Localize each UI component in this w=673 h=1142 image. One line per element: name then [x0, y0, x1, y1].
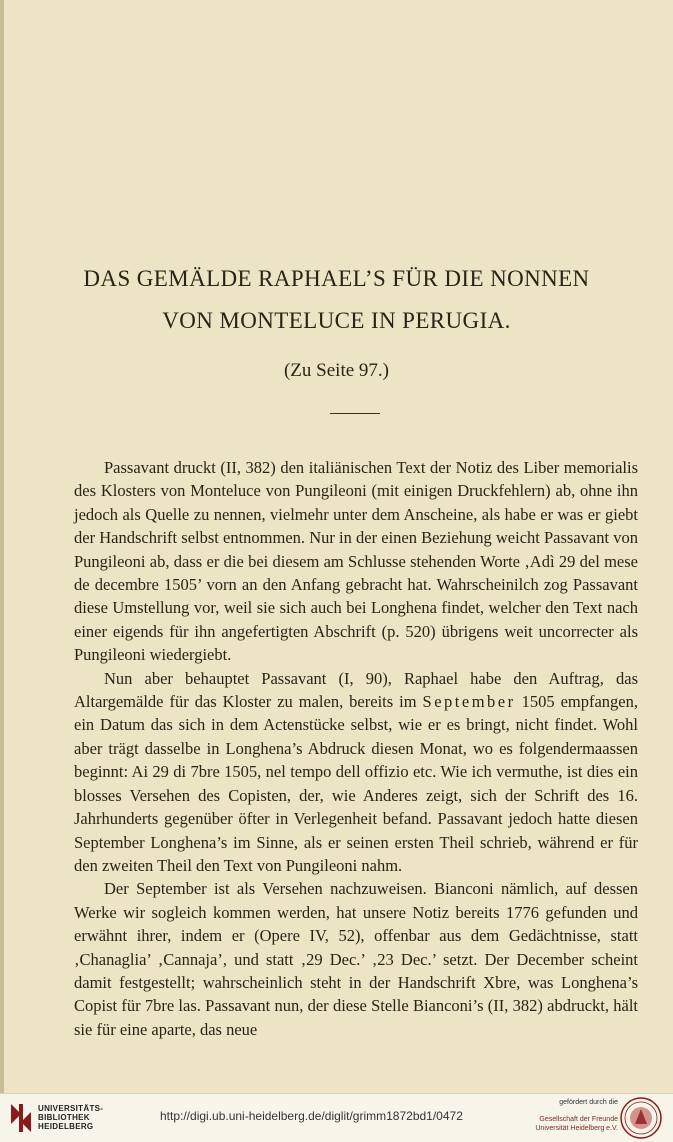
- paragraph-2-spaced-word: September: [422, 692, 516, 712]
- page-edge: [0, 0, 4, 1093]
- page-title-line-1: DAS GEMÄLDE RAPHAEL’S FÜR DIE NONNEN: [83, 266, 590, 291]
- page-title-line-2: VON MONTELUCE IN PERUGIA.: [162, 308, 511, 333]
- paragraph-3: Der September ist als Versehen nachzuweisen. Bianconi nämlich, auf dessen Werke wir sogleich kommen werden, hat unsere Notiz bereits 1776 gefunden und erwähnt ihrer, indem er (Opere IV, 52), offenbar aus dem Gedächtnisse, statt ‚Chanaglia’ ‚Cannaja’, und statt ‚29 Dec.’ ‚23 Dec.’ setzt. Der December scheint damit festgestellt; wahrscheinlich steht in der Handschrift Xbre, was Longhena’s Copist für 7bre las. Passavant nun, der diese Stelle Bianconi’s (II, 382) abdruckt, hält sie für eine aparte, das neue: [74, 879, 638, 1039]
- university-library-logo-icon[interactable]: [8, 1102, 34, 1134]
- page-subtitle: (Zu Seite 97.): [283, 360, 389, 381]
- paragraph-1: Passavant druckt (II, 382) den italiänischen Text der Notiz des Liber memorialis des Klosters von Monteluce von Pungileoni (mit einigen Druckfehlern) ab, ohne ihn jedoch als Quelle zu nennen, vielmehr unter dem Anscheine, als habe er was er giebt der Handschrift selbst entnommen. Nur in der einen Beziehung weicht Passavant von Pungileoni ab, dass er die bei diesem am Schlusse stehenden Worte ‚Adì 29 del mese de decembre 1505’ vorn an den Anfang gebracht hat. Wahrscheinilch zog Passavant diese Umstellung vor, weil sie sich auch bei Longhena findet, welcher den Text nach einer eigends für ihn angefertigten Abschrift (p. 520) übrigens weit uncorrecter als Pungileoni wiedergiebt.: [74, 458, 638, 665]
- paragraph-2-after: 1505 empfangen, ein Datum das sich in dem Actenstücke selbst, wie er es bringt, nicht findet. Wohl aber trägt dasselbe in Longhena’s Abdruck diesen Monat, wo es folgendermaassen beginnt: Ai 29 di 7bre 1505, nel tempo dell offizio etc. Wie ich vermuthe, ist dies ein blosses Versehen des Copisten, der, wie Anderes zeigt, sich der Schrift des 16. Jahrhunderts gegenüber öfter in Verlegenheit befand. Passavant jedoch hatte diesen September Longhena’s im Sinne, als er seinen ersten Theil schrieb, während er für den zweiten Theil den Text von Pungileoni nahm.: [74, 692, 638, 875]
- sponsor-block: [518, 1098, 618, 1133]
- university-name: [38, 1104, 118, 1131]
- paragraph-2-before: Nun aber behauptet Passavant (I, 90), Raphael habe den Auftrag, das Altargemälde für das Kloster zu malen, bereits im: [74, 668, 638, 712]
- university-name-line-1: UNIVERSITÄTS-: [38, 1104, 104, 1113]
- paragraph-2: [74, 667, 638, 878]
- title-divider: [330, 413, 380, 414]
- university-seal-icon[interactable]: [620, 1097, 662, 1139]
- footer-bar: [0, 1093, 673, 1142]
- university-name-line-3: HEIDELBERG: [38, 1122, 94, 1131]
- university-name-line-2: BIBLIOTHEK: [38, 1113, 90, 1122]
- sponsor-name-line-2: Universität Heidelberg e.V.: [535, 1125, 618, 1132]
- body-text: [74, 456, 638, 1041]
- sponsor-name-line-1: Gesellschaft der Freunde: [539, 1116, 618, 1123]
- permalink-url[interactable]: http://digi.ub.uni-heidelberg.de/diglit/grimm1872bd1/0472: [160, 1109, 463, 1123]
- sponsor-label: gefördert durch die: [559, 1099, 618, 1106]
